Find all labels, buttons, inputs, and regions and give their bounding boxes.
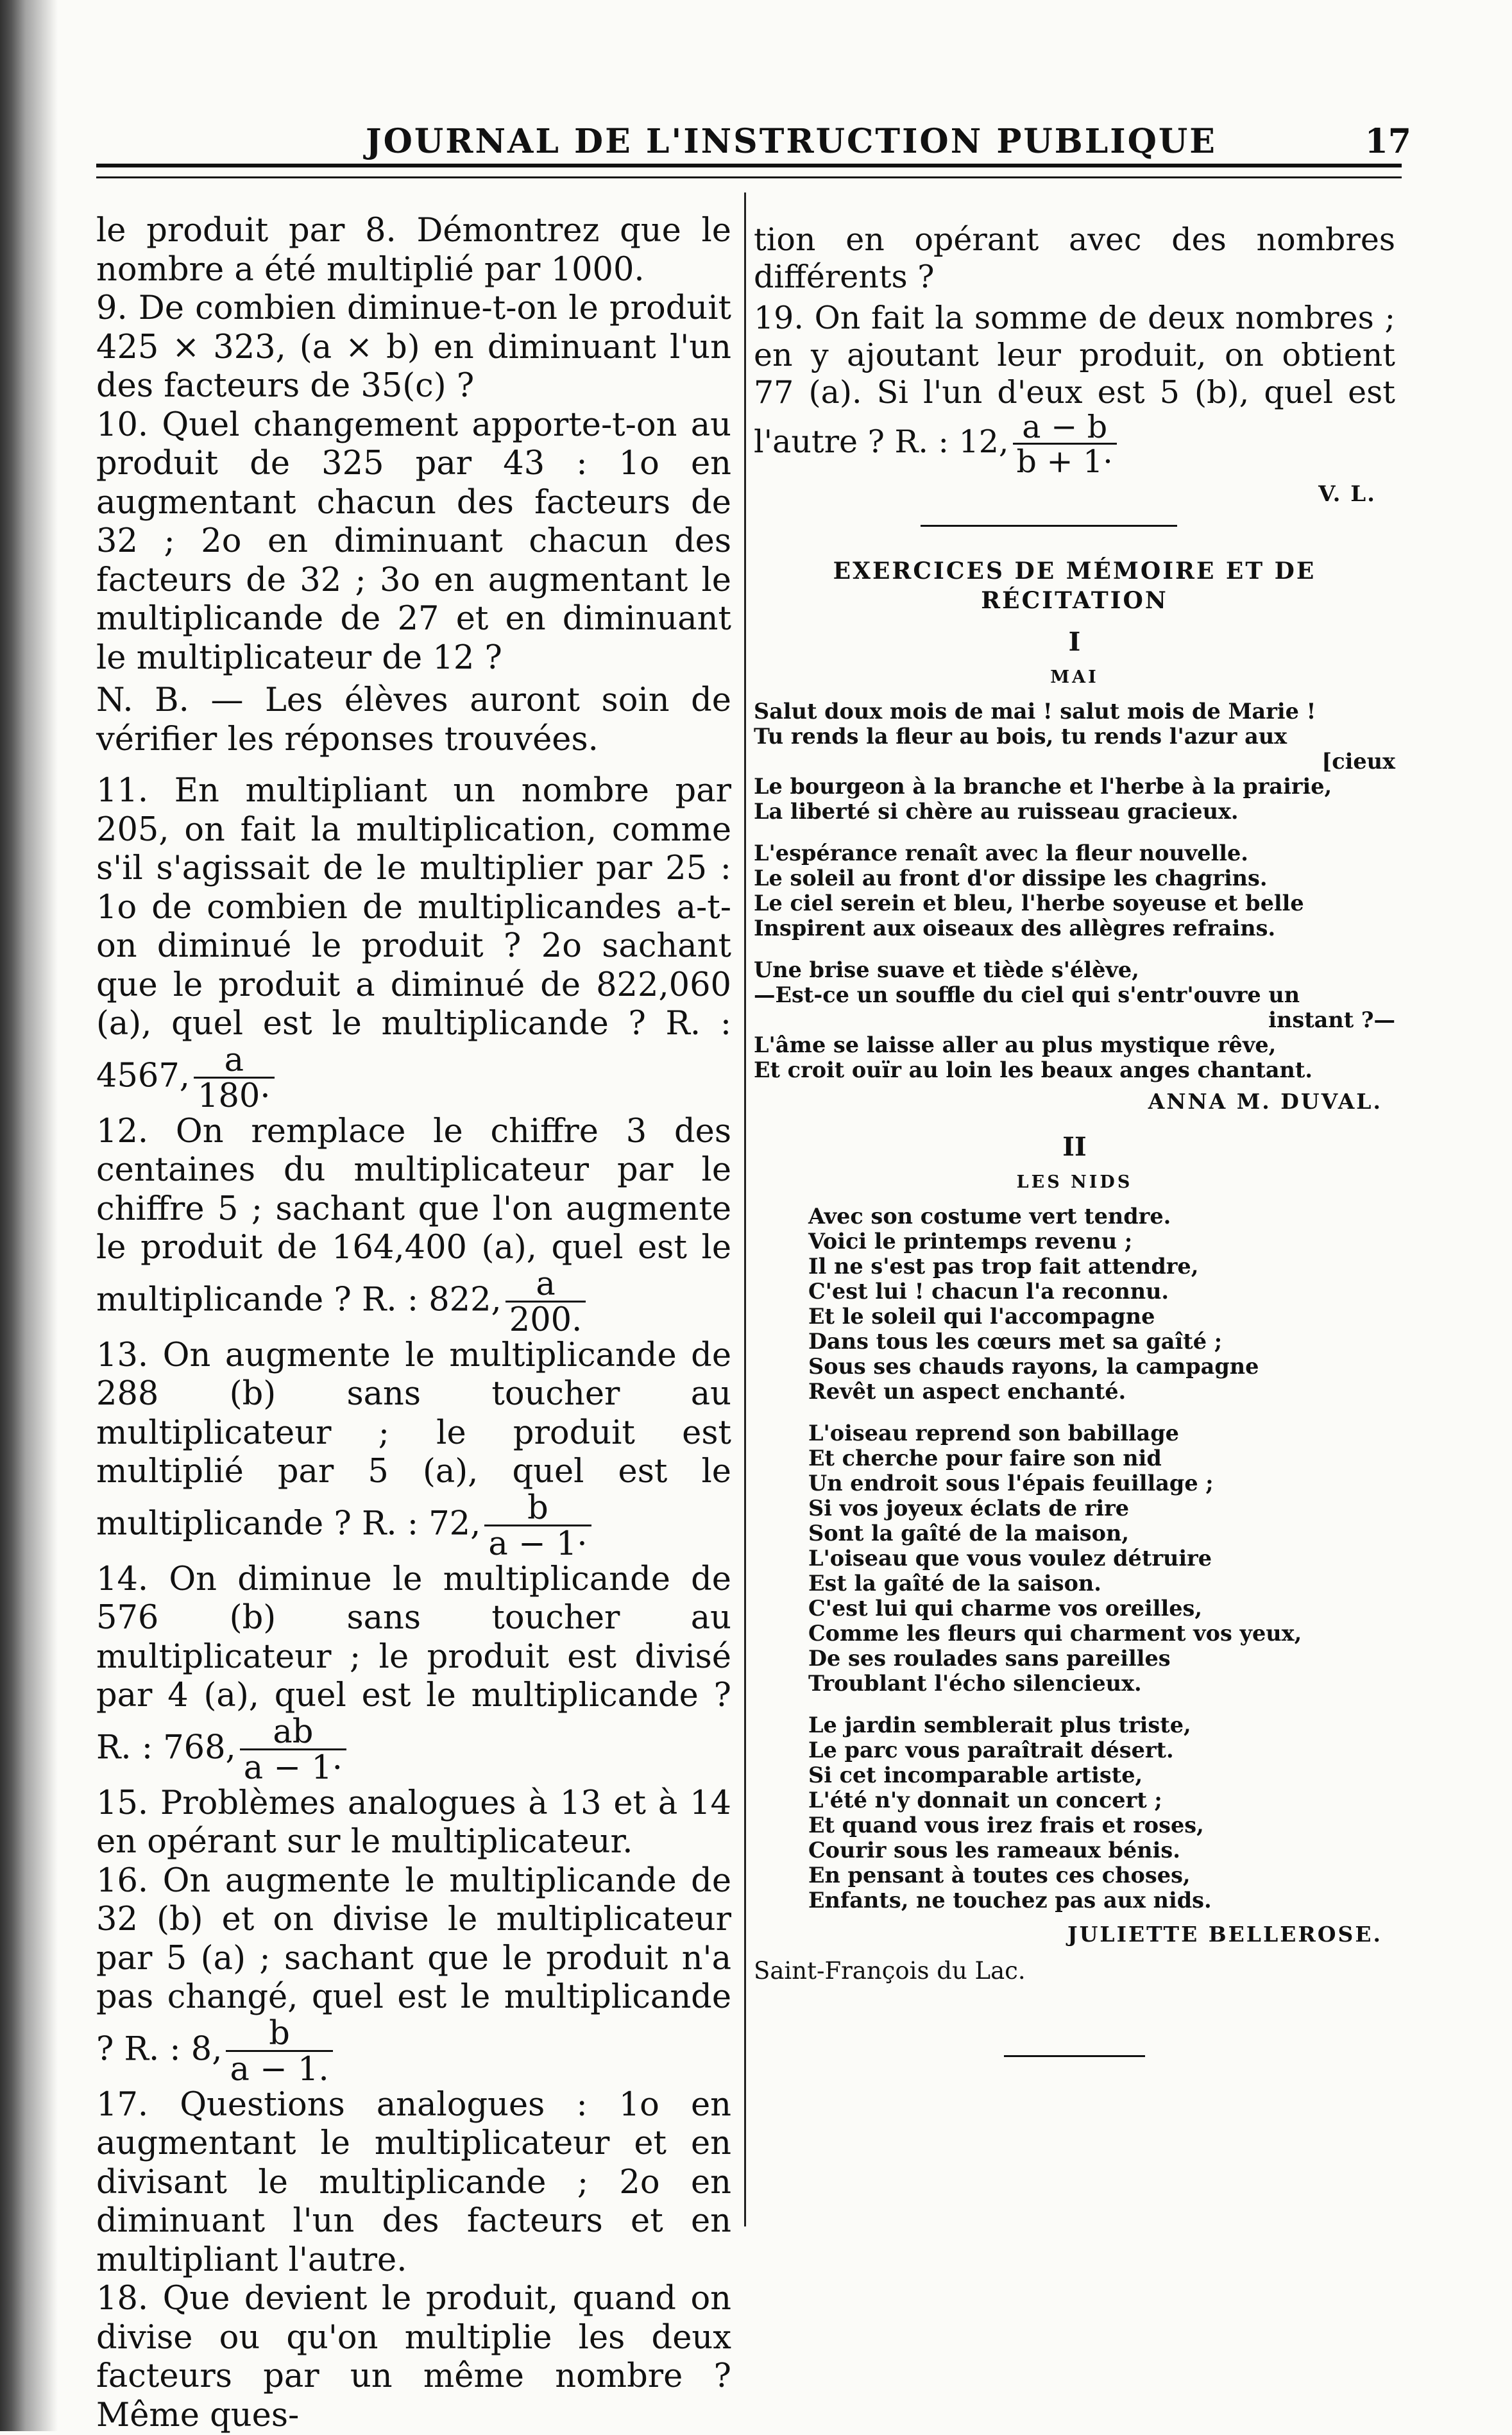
paragraph-text: 10. Quel changement apporte-t-on au produit de 325 par 43 : 1o en augmentant chacun des facteurs de 32 ; 2o en diminuant chacun des facteurs de 32 ; 3o en augmentant le multiplicande de 27 et en diminuant le multiplicateur de 12 ? xyxy=(96,406,731,677)
poem-title: MAI xyxy=(1050,667,1099,687)
poem-line: Une brise suave et tiède s'élève, xyxy=(754,957,1139,982)
paragraph-text: 13. On augmente le multiplicande de 288 (b) sans toucher au multiplicateur ; le produit est multiplié par 5 (a), quel est le multiplicande ? R. : 72, xyxy=(96,1336,731,1542)
answer-fraction xyxy=(240,1713,346,1787)
poem-line: En pensant à toutes ces choses, xyxy=(808,1863,1191,1888)
paragraph-text: le produit par 8. Démontrez que le nombre a été multiplié par 1000. xyxy=(96,212,731,289)
page-number: 17 xyxy=(1364,122,1411,161)
fraction-numerator: a xyxy=(536,1265,556,1303)
right-column xyxy=(754,221,1395,2057)
problem-paragraph xyxy=(96,1784,731,1862)
separator-rule xyxy=(1004,2055,1145,2057)
section-title: EXERCICES DE MÉMOIRE ET DE RÉCITATION xyxy=(833,558,1316,614)
problem-paragraph xyxy=(96,212,731,289)
poem-line: Dans tous les cœurs met sa gaîté ; xyxy=(808,1329,1223,1354)
answer-fraction xyxy=(226,2014,332,2089)
problem-paragraph xyxy=(96,406,731,678)
paragraph-text: 11. En multipliant un nombre par 205, on fait la multiplication, comme s'il s'agissait de le multiplier par 25 : 1o de combien de multiplicandes a-t-on diminué le produit ? 2o sachant que le produit a diminué de 822,060 (a), quel est le multiplicande ? R. : 4567, xyxy=(96,772,731,1095)
poem-line: Revêt un aspect enchanté. xyxy=(808,1379,1126,1404)
poem-line: L'oiseau reprend son babillage xyxy=(808,1421,1179,1446)
poem-line: —Est-ce un souffle du ciel qui s'entr'ouvre un xyxy=(754,982,1300,1007)
signoff: V. L. xyxy=(1318,481,1376,507)
poem-line: C'est lui ! chacun l'a reconnu. xyxy=(808,1279,1169,1304)
poem-line: Troublant l'écho silencieux. xyxy=(808,1671,1142,1696)
fraction-denominator: a − 1. xyxy=(226,2050,332,2086)
scan-edge xyxy=(0,0,58,2431)
poem-line: De ses roulades sans pareilles xyxy=(808,1646,1171,1671)
poem-title: LES NIDS xyxy=(1016,1172,1133,1192)
poem-line: Le parc vous paraîtrait désert. xyxy=(808,1738,1174,1763)
poem-line: Et le soleil qui l'accompagne xyxy=(808,1304,1155,1329)
poem-line: Inspirent aux oiseaux des allègres refrains. xyxy=(754,916,1276,941)
continuation-paragraph: tion en opérant avec des nombres différents ? xyxy=(754,221,1395,295)
poem-mai xyxy=(754,699,1395,1082)
header-rule-thin xyxy=(96,176,1402,178)
running-title: JOURNAL DE L'INSTRUCTION PUBLIQUE xyxy=(366,122,1217,161)
poem-line: L'été n'y donnait un concert ; xyxy=(808,1788,1162,1813)
poem-numeral: I xyxy=(1068,627,1081,657)
paragraph-text: 9. De combien diminue-t-on le produit 425 × 323, (a × b) en diminuant l'un des facteurs de 35(c) ? xyxy=(96,289,731,405)
separator-rule xyxy=(921,525,1177,527)
poem-line: Est la gaîté de la saison. xyxy=(808,1571,1101,1596)
problem-19 xyxy=(754,300,1395,480)
fraction-denominator: a − 1· xyxy=(240,1748,346,1784)
poem-line: Et cherche pour faire son nid xyxy=(808,1446,1162,1471)
problem-paragraph xyxy=(96,2280,731,2435)
poem-line: Le soleil au front d'or dissipe les chagrins. xyxy=(754,866,1268,891)
poem-author: JULIETTE BELLEROSE. xyxy=(1067,1922,1382,1947)
poem-line: Comme les fleurs qui charment vos yeux, xyxy=(808,1621,1302,1646)
fraction-numerator: a xyxy=(224,1041,244,1079)
poem-author: ANNA M. DUVAL. xyxy=(1148,1089,1382,1114)
poem-les-nids xyxy=(754,1204,1395,1913)
paragraph-text: 15. Problèmes analogues à 13 et à 14 en opérant sur le multiplicateur. xyxy=(96,1784,731,1861)
poem-line: Le jardin semblerait plus triste, xyxy=(808,1713,1191,1738)
poem-line: instant ?— xyxy=(1268,1007,1395,1032)
header-rule xyxy=(96,164,1402,167)
poem-line: L'âme se laisse aller au plus mystique rêve, xyxy=(754,1032,1277,1057)
paragraph-text: 16. On augmente le multiplicande de 32 (b) et on divise le multiplicateur par 5 (a) ; sachant que le produit n'a pas changé, quel est le multiplicande ? R. : 8, xyxy=(96,1861,731,2068)
poem-stanza xyxy=(754,699,1395,824)
fraction-denominator: a − 1· xyxy=(484,1525,591,1560)
column-divider xyxy=(744,192,746,2226)
fraction-numerator: ab xyxy=(273,1713,314,1751)
poem-numeral: II xyxy=(1062,1132,1087,1162)
paragraph-text: 17. Questions analogues : 1o en augmentant le multiplicateur et en divisant le multiplicande ; 2o en diminuant l'un des facteurs et en multipliant l'autre. xyxy=(96,2085,731,2279)
poem-line: Si cet incomparable artiste, xyxy=(808,1763,1143,1788)
poem-line: Un endroit sous l'épais feuillage ; xyxy=(808,1471,1214,1496)
poem-line: Et croit ouïr au loin les beaux anges chantant. xyxy=(754,1057,1313,1082)
problem-paragraph xyxy=(96,1560,731,1787)
answer-fraction xyxy=(1013,409,1117,480)
answer-fraction xyxy=(484,1489,591,1563)
fraction-numerator: b xyxy=(269,2014,290,2053)
poem-line: Voici le printemps revenu ; xyxy=(808,1229,1133,1254)
poem-line: Tu rends la fleur au bois, tu rends l'azur aux xyxy=(754,724,1287,749)
poem-line: L'oiseau que vous voulez détruire xyxy=(808,1546,1212,1571)
poem-line: Avec son costume vert tendre. xyxy=(808,1204,1171,1229)
poem-stanza xyxy=(808,1713,1395,1913)
problem-paragraph xyxy=(96,1861,731,2089)
poem-line: L'espérance renaît avec la fleur nouvelle. xyxy=(754,841,1248,866)
poem-line: [cieux xyxy=(1321,749,1395,774)
problem-paragraph xyxy=(96,1113,731,1337)
poem-line: Enfants, ne touchez pas aux nids. xyxy=(808,1888,1212,1913)
poem-line: Il ne s'est pas trop fait attendre, xyxy=(808,1254,1199,1279)
paragraph-text: 18. Que devient le produit, quand on divise ou qu'on multiplie les deux facteurs par un même nombre ? Même ques- xyxy=(96,2280,731,2434)
answer-fraction xyxy=(194,1041,275,1115)
problem-paragraph xyxy=(96,2086,731,2280)
poem-stanza xyxy=(808,1421,1395,1696)
poem-stanza xyxy=(754,841,1395,941)
problem-paragraph xyxy=(96,772,731,1113)
poem-line: Si vos joyeux éclats de rire xyxy=(808,1496,1130,1521)
answer-fraction xyxy=(505,1265,586,1339)
paragraph-text: N. B. — Les élèves auront soin de vérifier les réponses trouvées. xyxy=(96,681,731,758)
fraction-denominator: 200. xyxy=(505,1301,586,1337)
fraction-numerator: a − b xyxy=(1022,409,1108,445)
paragraph-text: 14. On diminue le multiplicande de 576 (b) sans toucher au multiplicateur ; le produit est divisé par 4 (a), quel est le multiplicande ? R. : 768, xyxy=(96,1560,731,1766)
poem-line: Salut doux mois de mai ! salut mois de Marie ! xyxy=(754,699,1316,724)
problem-paragraph xyxy=(96,1336,731,1563)
poem-line: Courir sous les rameaux bénis. xyxy=(808,1838,1180,1863)
paragraph-text: 12. On remplace le chiffre 3 des centaines du multiplicateur par le chiffre 5 ; sachant que l'on augmente le produit de 164,400 (a), quel est le multiplicande ? R. : 822, xyxy=(96,1112,731,1319)
poem-line: La liberté si chère au ruisseau gracieux. xyxy=(754,799,1239,824)
poem-stanza xyxy=(808,1204,1395,1404)
left-column xyxy=(96,212,731,2435)
poem-stanza xyxy=(754,957,1395,1082)
fraction-denominator: b + 1· xyxy=(1013,443,1117,477)
fraction-denominator: 180· xyxy=(194,1077,275,1113)
problem-paragraph xyxy=(96,681,731,759)
problem-paragraph xyxy=(96,289,731,406)
place-name: Saint-François du Lac. xyxy=(754,1957,1026,1985)
poem-line: Le ciel serein et bleu, l'herbe soyeuse et belle xyxy=(754,891,1304,916)
fraction-numerator: b xyxy=(527,1489,548,1527)
poem-line: Sous ses chauds rayons, la campagne xyxy=(808,1354,1259,1379)
poem-line: C'est lui qui charme vos oreilles, xyxy=(808,1596,1203,1621)
poem-line: Sont la gaîté de la maison, xyxy=(808,1521,1130,1546)
poem-line: Le bourgeon à la branche et l'herbe à la prairie, xyxy=(754,774,1332,799)
poem-line: Et quand vous irez frais et roses, xyxy=(808,1813,1204,1838)
paragraph-text: 19. On fait la somme de deux nombres ; en y ajoutant leur produit, on obtient 77 (a). Si l'un d'eux est 5 (b), quel est l'autre ? R. : 12, xyxy=(754,300,1395,460)
